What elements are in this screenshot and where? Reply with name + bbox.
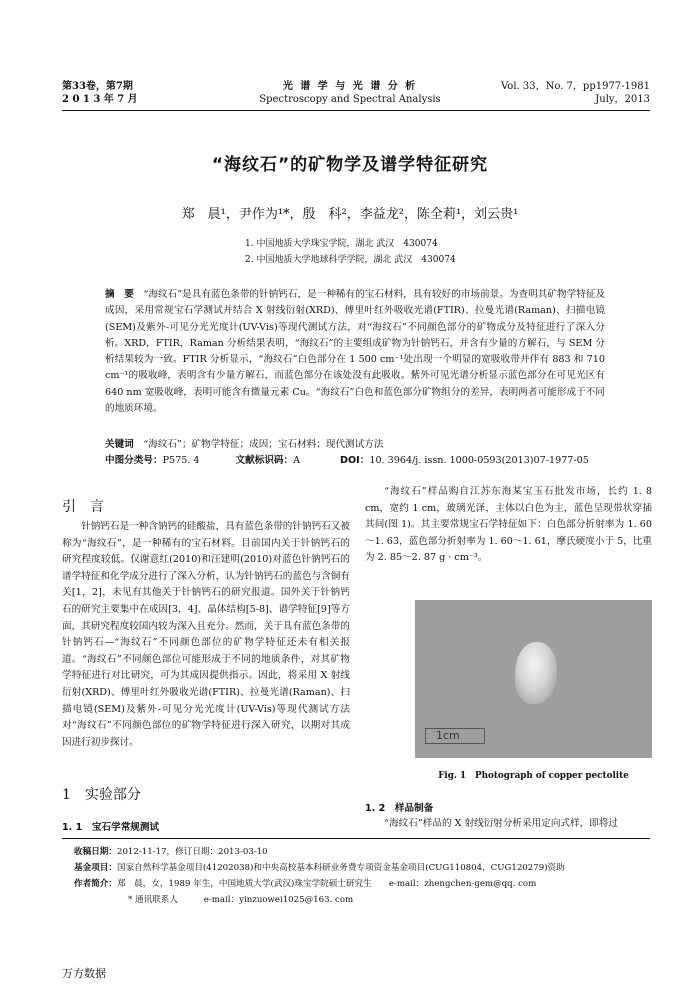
author-value: 郑 晨，女，1989 年生，中国地质大学(武汉)珠宝学院硕士研究生 e-mail：zhengchen-gem@qq. com [116, 879, 537, 889]
clc-value: P575. 4 [162, 455, 200, 466]
footnote-rule [62, 838, 650, 839]
keywords [105, 437, 625, 452]
intro-heading: 引 言 [62, 499, 104, 515]
author-note [74, 877, 536, 891]
classification-line [105, 453, 625, 468]
abstract-label: 摘 要 [105, 289, 134, 300]
fund-note [74, 861, 664, 875]
scale-bar: 1cm [425, 728, 485, 744]
volume-en: Vol. 33，No. 7，pp1977-1981 [501, 81, 650, 92]
date-cn: 2 0 1 3 年 7 月 [62, 94, 138, 105]
author-list: 郑 晨¹，尹作为¹*，殷 科²，李益龙²，陈全莉¹，刘云贵¹ [181, 207, 519, 222]
correspondence-value: e-mail：yinzuowei1025@163. com [203, 895, 354, 905]
keywords-label: 关键词 [105, 439, 134, 450]
journal-title-en: Spectroscopy and Spectral Analysis [259, 94, 441, 105]
paper-title: “海纹石”的矿物学及谱学特征研究 [211, 155, 489, 175]
fund-label: 基金项目： [74, 863, 117, 873]
doi-value: 10. 3964/j. issn. 1000-0593(2013)07-1977-05 [369, 455, 589, 466]
journal-title-cn: 光 谱 学 与 光 谱 分 析 [282, 81, 418, 92]
section-1-2-heading: 1. 2 样品制备 [365, 803, 434, 814]
affiliation-2: 2. 中国地质大学地球科学学院，湖北 武汉 430074 [245, 255, 456, 265]
gem-sample [515, 642, 557, 704]
affiliation-1: 1. 中国地质大学珠宝学院，湖北 武汉 430074 [245, 239, 438, 249]
sample-description: “海纹石”样品购自江苏东海某宝玉石批发市场，长约 1. 8 cm，宽约 1 cm，玻璃光泽，主体以白色为主，蓝色呈现带状穿插其间(图 1)。其主要常规宝石学特征如下：白色部分折射率为 1. 60～1. 63，蓝色部分折射率为 1. 60～1. 61，摩氏硬度小于 5，比重为 2. 85～2. 87 g · cm⁻³。 [365, 486, 652, 564]
author-label: 作者简介： [74, 879, 117, 889]
section-1-2-text: “海纹石”样品的 X 射线衍射分析采用定向式样，即将过 [384, 818, 618, 829]
volume-cn: 第33卷，第7期 [62, 81, 133, 92]
dates-value: 2012-11-17，修订日期：2013-03-10 [116, 847, 268, 857]
correspondence-label: * 通讯联系人 [128, 895, 178, 905]
correspondence-note [128, 893, 353, 907]
doi-label: DOI： [340, 455, 370, 466]
keywords-text: “海纹石”；矿物学特征；成因；宝石材料；现代测试方法 [143, 439, 384, 450]
date-en: July，2013 [595, 94, 650, 105]
doc-code-value: A [293, 455, 301, 466]
abstract [105, 287, 605, 417]
intro-text: 针钠钙石是一种含钠钙的硅酸盐，具有蓝色条带的针钠钙石又被称为“海纹石”，是一种稀有的宝石材料。目前国内关于针钠钙石的研究程度较低。仅谢意红(2010)和汪建明(2010)对蓝色针钠钙石的谱学特征和化学成分进行了深入分析，认为针钠钙石的蓝色与含铜有关[1，2]，未见有其他关于针钠钙石的研究报道。国外关于针钠钙石的研究主要集中在成因[3，4]、晶体结构[5-8]、谱学特征[9]等方面，其研究程度较国内较为深入且充分。然而，关于具有蓝色条带的针钠钙石—“海纹石”不同颜色部位的矿物学特征还未有相关报道。“海纹石”不同颜色部位可能形成于不同的地质条件，对其矿物学特征进行对比研究，可为其成因提供指示。因此，将采用 X 射线衍射(XRD)、傅里叶红外吸收光谱(FTIR)、拉曼光谱(Raman)、扫描电镜(SEM)及紫外-可见分光光度计(UV-Vis)等现代测试方法对“海纹石”不同颜色部位的矿物学特征进行深入研究，以期对其成因进行初步探讨。 [62, 521, 350, 748]
abstract-text: “海纹石”是具有蓝色条带的针钠钙石，是一种稀有的宝石材料，具有较好的市场前景。为查明其矿物学特征及成因，采用常规宝石学测试并结合 X 射线衍射(XRD)、傅里叶红外吸收光谱(FTIR)、拉曼光谱(Raman)、扫描电镜(SEM)及紫外-可见分光光度计(UV-Vis)等现代测试方法，对“海纹石”不同颜色部分的矿物成分及特征进行了深入分析。XRD，FTIR，Raman 分析结果表明，“海纹石”的主要组成矿物为针钠钙石，并含有少量的方解石，与 SEM 分析结果较为一致。FTIR 分析显示，“海纹石”白色部分在 1 500 cm⁻¹处出现一个明显的宽吸收带并伴有 883 和 710 cm⁻¹的吸收峰，表明含有少量方解石，而蓝色部分在该处没有此吸收。紫外可见光谱分析显示蓝色部分在可见光区有 640 nm 宽吸收峰，表明可能含有微量元素 Cu。“海纹石”白色和蓝色部分矿物组分的差异，表明两者可能形成于不同的地质环境。 [105, 289, 606, 415]
clc-label: 中图分类号： [105, 455, 163, 466]
figure-caption: Fig. 1 Photograph of copper pectolite [438, 771, 629, 781]
header-rule [62, 110, 650, 111]
dates-label: 收稿日期： [74, 847, 117, 857]
fund-value: 国家自然科学基金项目(41202038)和中央高校基本科研业务费专项资金基金项目(CUG110804，CUG120279)资助 [116, 863, 565, 873]
dates-note [74, 845, 268, 859]
sample-photograph [415, 600, 652, 758]
page-footer: 万方数据 [62, 967, 106, 980]
section-1-1-heading: 1. 1 宝石学常规测试 [62, 822, 160, 833]
doc-code-label: 文献标识码： [235, 455, 294, 466]
section-1-heading: 1 实验部分 [62, 787, 141, 803]
